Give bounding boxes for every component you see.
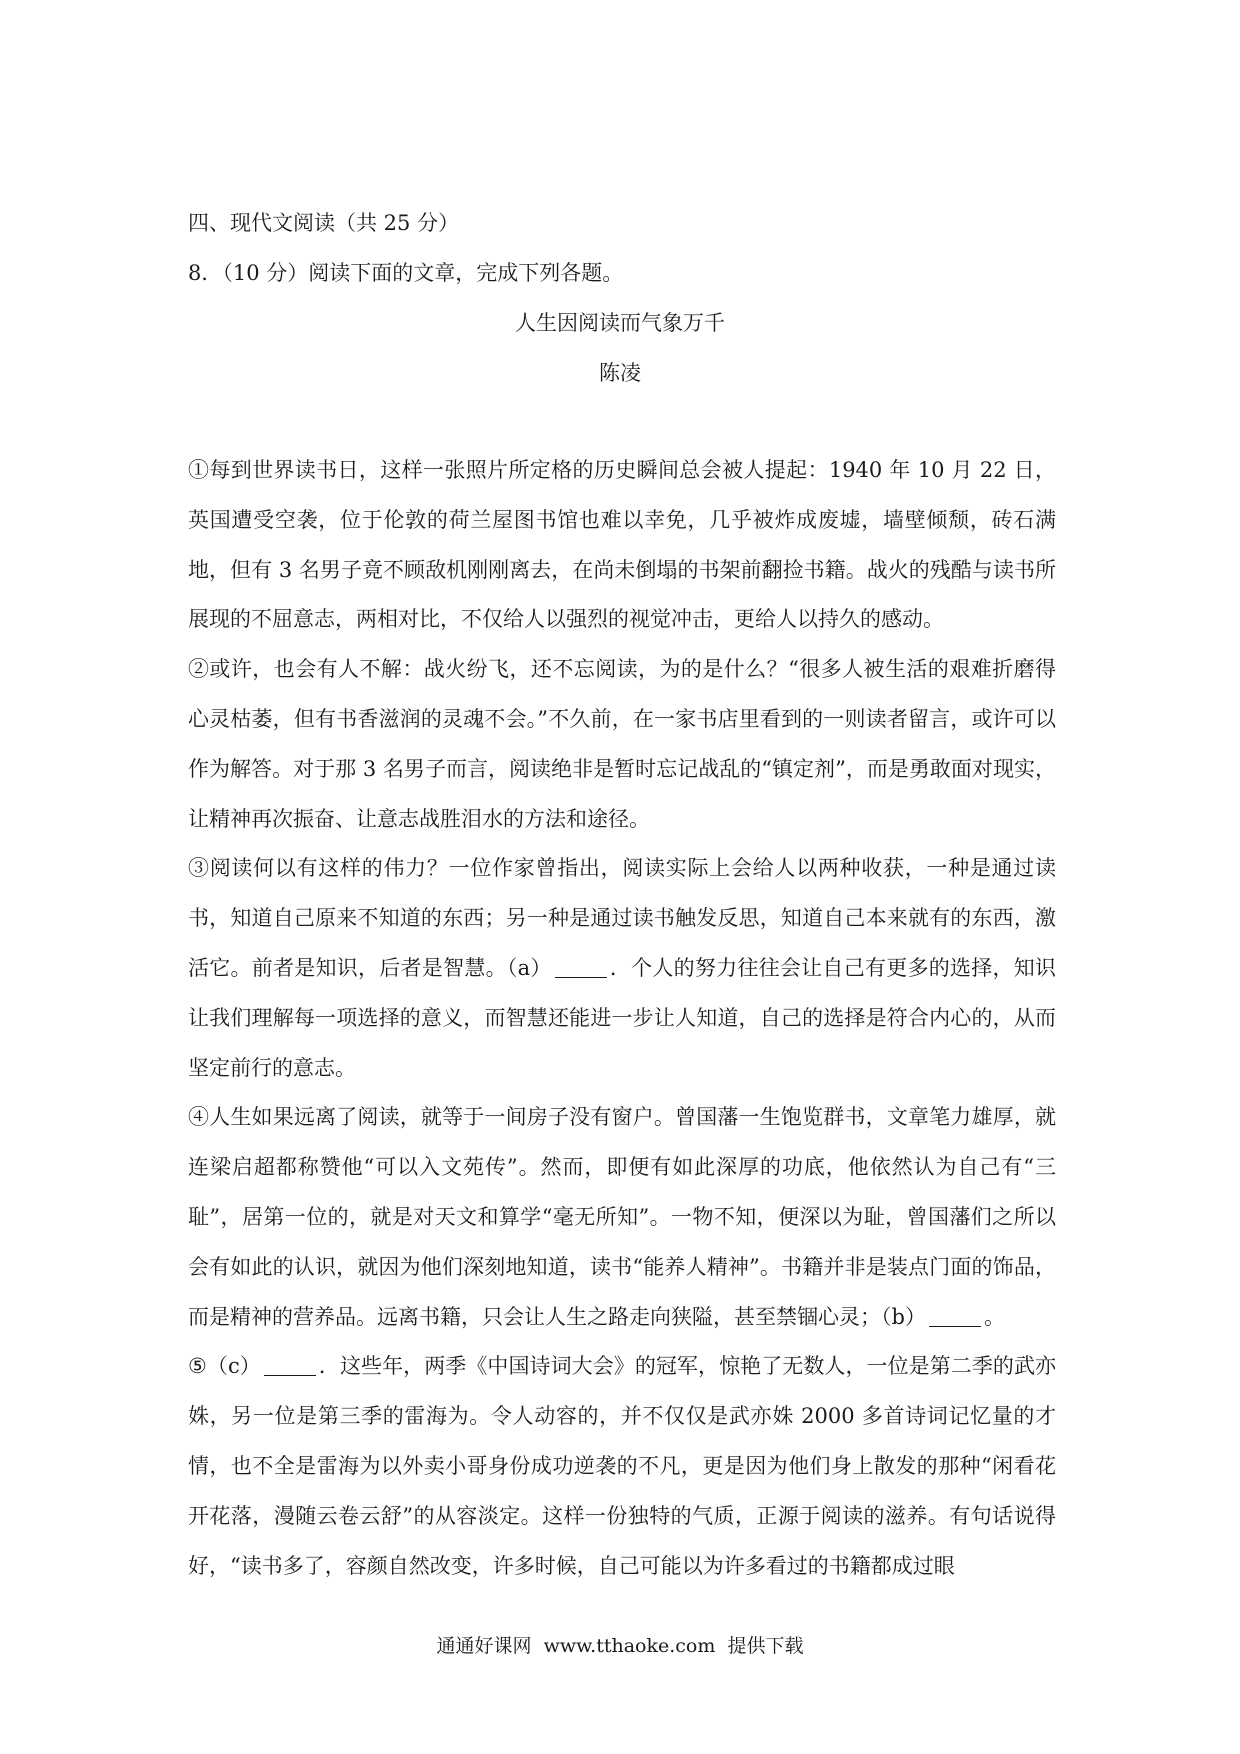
paragraph-text: ③阅读何以有这样的伟力？一位作家曾指出，阅读实际上会给人以两种收获，一种是通过读书，知道自己原来不知道的东西；另一种是通过读书触发反思，知道自己本来就有的东西，激活它。前者是知识，后者是智慧。（a） [188,856,1056,980]
article-author: 陈凌 [599,361,641,385]
fill-blank-c [264,1354,316,1376]
paragraph-text: ④人生如果远离了阅读，就等于一间房子没有窗户。曾国藩一生饱览群书，文章笔力雄厚，就连梁启超都称赞他“可以入文苑传”。然而，即便有如此深厚的功底，他依然认为自己有“三耻”，居第一位的，就是对天文和算学“毫无所知”。一物不知，便深以为耻，曾国藩们之所以会有如此的认识，就因为他们深刻地知道，读书“能养人精神”。书籍并非是装点门面的饰品，而是精神的营养品。远离书籍，只会让人生之路走向狭隘，甚至禁锢心灵；（b） [188,1105,1056,1329]
page-footer: 通通好课网 www.tthaoke.com 提供下载 [436,1635,804,1657]
paragraph-text: 。 [983,1304,1005,1329]
section-heading: 四、现代文阅读（共 25 分） [188,211,460,235]
paragraph-text: ．个人的努力往往会让自己有更多的选择，知识让我们理解每一项选择的意义，而智慧还能进一步让人知道，自己的选择是符合内心的，从而坚定前行的意志。 [188,955,1056,1080]
paragraph-text: ①每到世界读书日，这样一张照片所定格的历史瞬间总会被人提起：1940 年 10 月 22 日，英国遭受空袭，位于伦敦的荷兰屋图书馆也难以幸免，几乎被炸成废墟，墙壁倾颓，砖石满地，但有 3 名男子竟不顾敌机刚刚离去，在尚未倒塌的书架前翻捡书籍。战火的残酷与读书所展现的不屈意志，两相对比，不仅给人以强烈的视觉冲击，更给人以持久的感动。 [188,458,1056,632]
paragraph-text: ⑤（c） [188,1354,261,1379]
paragraph-4 [188,1093,1056,1342]
paragraph-2 [188,645,1056,844]
paragraph-text: ．这些年，两季《中国诗词大会》的冠军，惊艳了无数人，一位是第二季的武亦姝，另一位是第三季的雷海为。令人动容的，并不仅仅是武亦姝 2000 多首诗词记忆量的才情，也不全是雷海为以外卖小哥身份成功逆袭的不凡，更是因为他们身上散发的那种“闲看花开花落，漫随云卷云舒”的从容淡定。这样一份独特的气质，正源于阅读的滋养。有句话说得好，“读书多了，容颜自然改变，许多时候，自己可能以为许多看过的书籍都成过眼 [188,1354,1056,1578]
paragraph-5 [188,1342,1056,1591]
paragraph-text: ②或许，也会有人不解：战火纷飞，还不忘阅读，为的是什么？“很多人被生活的艰难折磨得心灵枯萎，但有书香滋润的灵魂不会。”不久前，在一家书店里看到的一则读者留言，或许可以作为解答。对于那 3 名男子而言，阅读绝非是暂时忘记战乱的“镇定剂”，而是勇敢面对现实，让精神再次振奋、让意志战胜泪水的方法和途径。 [188,657,1056,831]
paragraph-1 [188,446,1056,645]
fill-blank-a [555,956,607,978]
fill-blank-b [929,1305,981,1327]
question-prompt: 8．（10 分）阅读下面的文章，完成下列各题。 [188,261,624,285]
paragraph-3 [188,844,1056,1093]
article-title: 人生因阅读而气象万千 [515,311,725,335]
article-body [188,446,1056,1591]
